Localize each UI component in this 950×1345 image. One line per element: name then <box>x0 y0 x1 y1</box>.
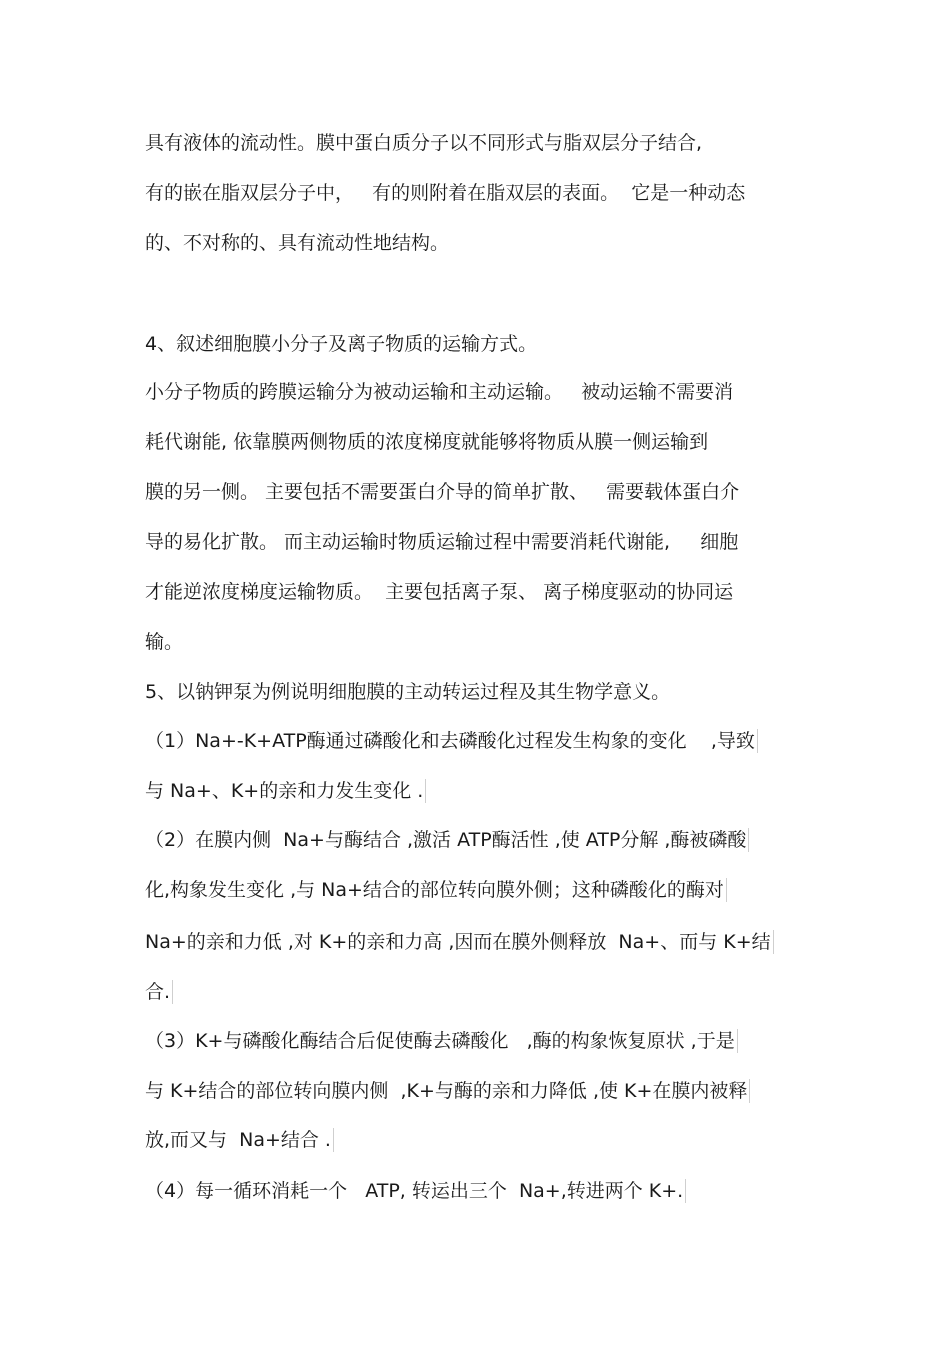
question-4-answer-line-2: 耗代谢能, 依靠膜两侧物质的浓度梯度就能够将物质从膜一侧运输到 <box>145 431 709 453</box>
question-5-item-2-line-3: Na+的亲和力低 ,对 K+的亲和力高 ,因而在膜外侧释放 Na+、而与 K+结 <box>145 930 774 954</box>
question-4-answer-line-5: 才能逆浓度梯度运输物质。 主要包括离子泵、 离子梯度驱动的协同运 <box>145 581 734 603</box>
question-4-title: 4、叙述细胞膜小分子及离子物质的运输方式。 <box>145 333 538 355</box>
question-4-answer-line-1: 小分子物质的跨膜运输分为被动运输和主动运输。 被动运输不需要消 <box>145 381 734 403</box>
question-5-item-2-line-1: （2）在膜内侧 Na+与酶结合 ,激活 ATP酶活性 ,使 ATP分解 ,酶被磷酸 <box>145 828 749 852</box>
intro-line-3: 的、不对称的、具有流动性地结构。 <box>145 232 450 254</box>
question-5-item-2-line-4: 合. <box>145 980 173 1004</box>
question-4-answer-line-6: 输。 <box>145 631 184 653</box>
question-5-item-3-line-3: 放,而又与 Na+结合 . <box>145 1128 334 1152</box>
question-5-item-3-line-1: （3）K+与磷酸化酶结合后促使酶去磷酸化 ,酶的构象恢复原状 ,于是 <box>145 1029 738 1053</box>
question-5-title: 5、以钠钾泵为例说明细胞膜的主动转运过程及其生物学意义。 <box>145 681 671 703</box>
intro-line-2: 有的嵌在脂双层分子中， 有的则附着在脂双层的表面。 它是一种动态 <box>145 182 746 204</box>
question-5-item-1-line-2: 与 Na+、K+的亲和力发生变化 . <box>145 779 426 803</box>
question-5-item-1-line-1: （1）Na+-K+ATP酶通过磷酸化和去磷酸化过程发生构象的变化 ,导致 <box>145 729 758 753</box>
question-5-item-4-line-1: （4）每一循环消耗一个 ATP, 转运出三个 Na+,转进两个 K+. <box>145 1179 686 1203</box>
question-5-item-2-line-2: 化,构象发生变化 ,与 Na+结合的部位转向膜外侧；这种磷酸化的酶对 <box>145 878 727 902</box>
question-4-answer-line-4: 导的易化扩散。 而主动运输时物质运输过程中需要消耗代谢能, 细胞 <box>145 531 739 553</box>
intro-line-1: 具有液体的流动性。膜中蛋白质分子以不同形式与脂双层分子结合, <box>145 132 703 154</box>
question-4-answer-line-3: 膜的另一侧。 主要包括不需要蛋白介导的简单扩散、 需要载体蛋白介 <box>145 481 740 503</box>
question-5-item-3-line-2: 与 K+结合的部位转向膜内侧 ,K+与酶的亲和力降低 ,使 K+在膜内被释 <box>145 1079 750 1103</box>
